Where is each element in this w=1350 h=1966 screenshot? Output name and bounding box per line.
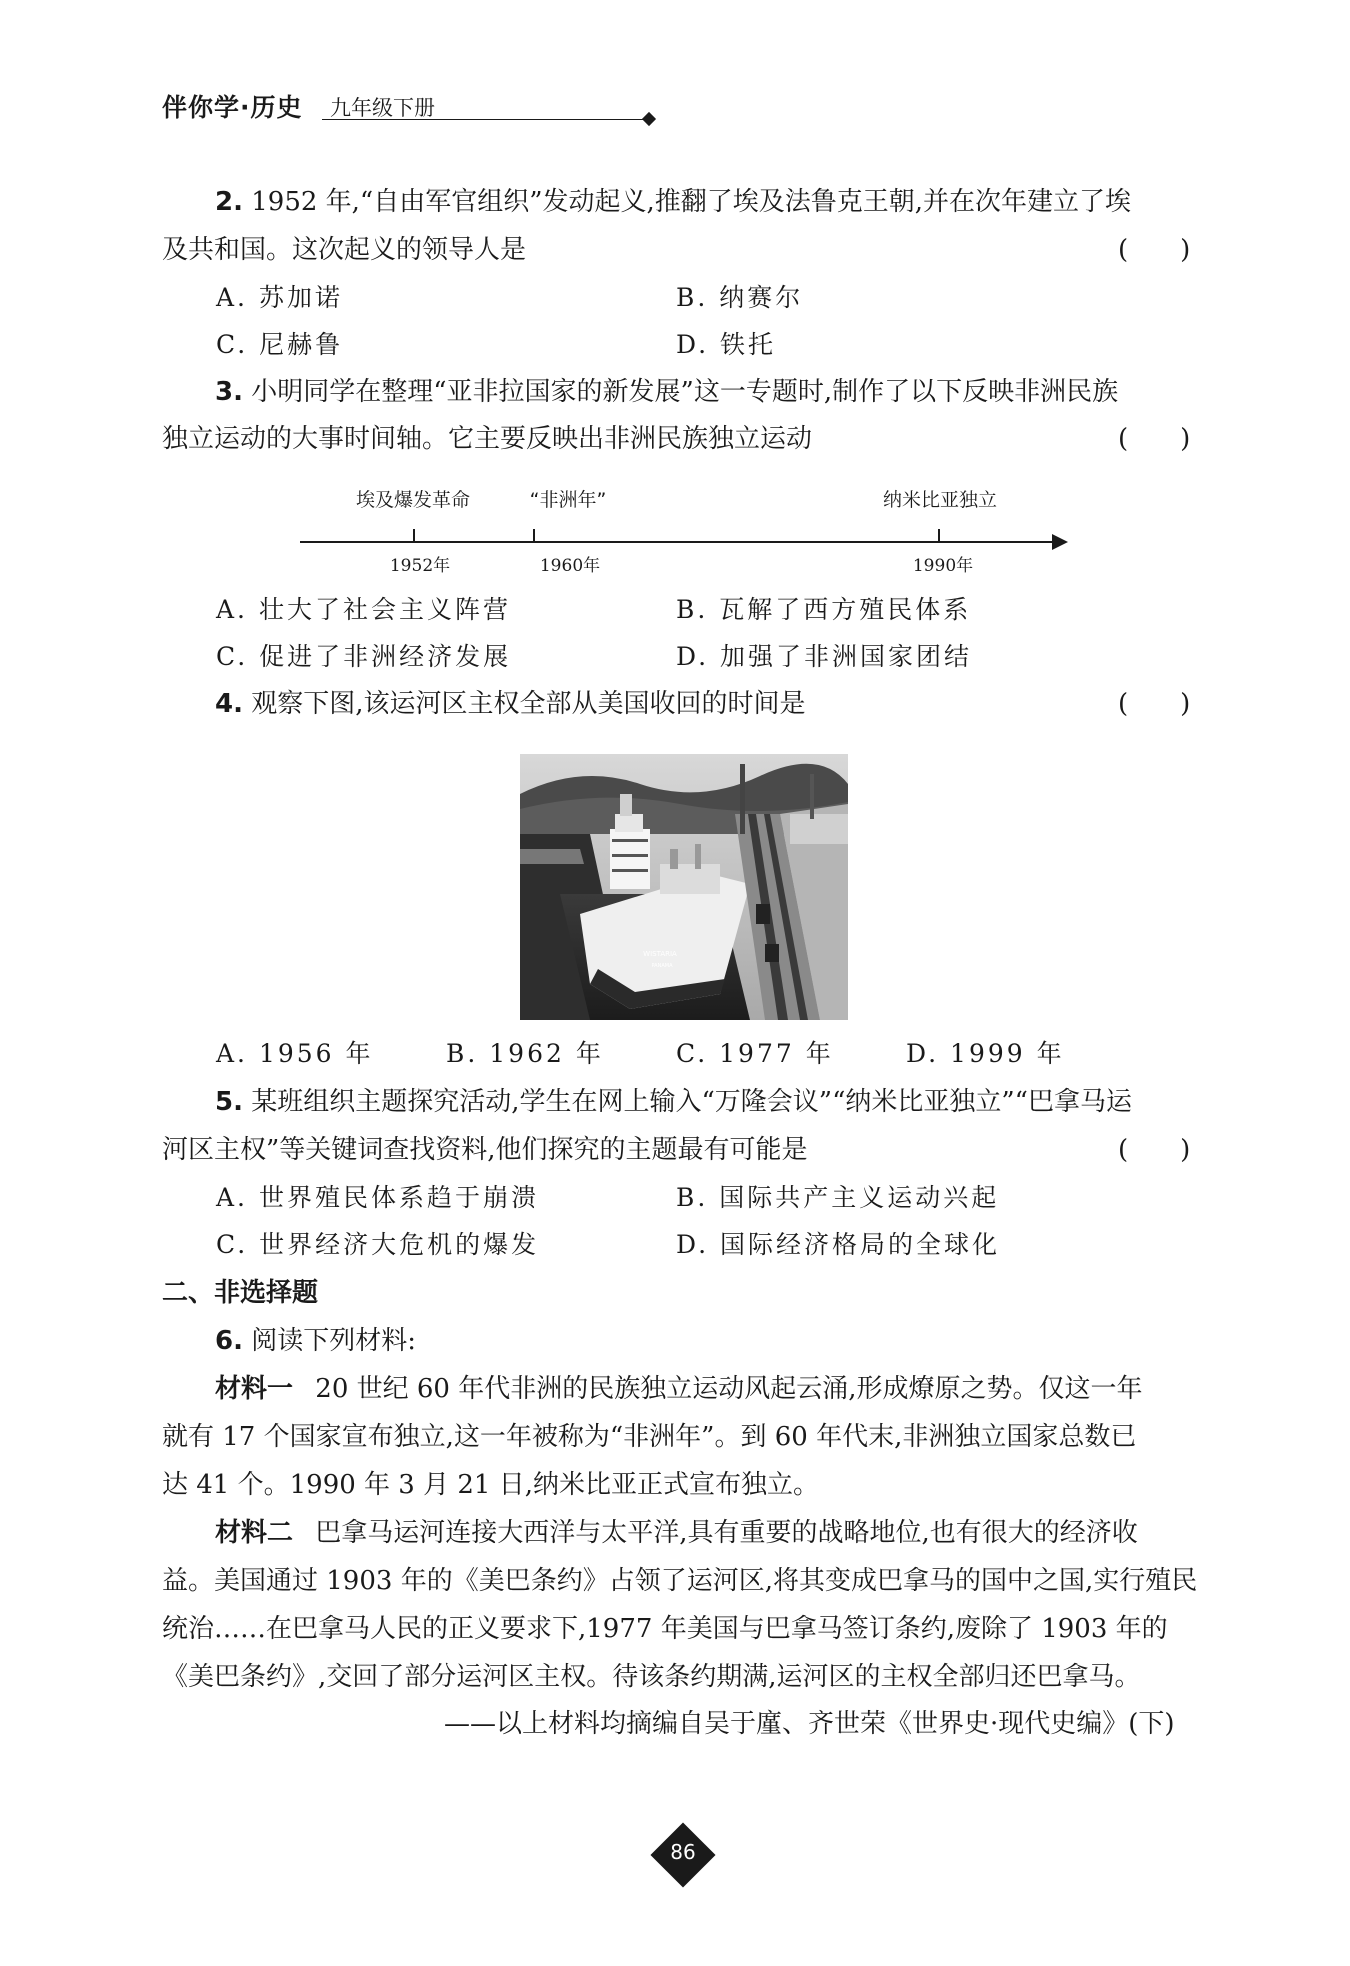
q5-option-b[interactable]: B. 国际共产主义运动兴起 [676,1183,1000,1212]
q3-number: 3. [215,377,243,407]
q2-answer-blank[interactable]: ( ) [1118,235,1191,265]
material2-text-line4: 《美巴条约》,交回了部分运河区主权。待该条约期满,运河区的主权全部归还巴拿马。 [162,1662,1141,1692]
material1-line1 [215,1371,1143,1407]
q5-option-a[interactable]: A. 世界殖民体系趋于崩溃 [216,1183,539,1212]
q5-option-d[interactable]: D. 国际经济格局的全球化 [676,1230,1001,1259]
material1-text-line3: 达 41 个。1990 年 3 月 21 日,纳米比亚正式宣布独立。 [162,1470,819,1500]
series-title: 伴你学·历史 [162,93,303,122]
timeline-axis [300,541,1055,543]
material1-label: 材料一 [215,1374,294,1404]
q2-text-line2: 及共和国。这次起义的领导人是 [162,235,527,265]
page-header [162,88,492,122]
q2-number: 2. [215,187,243,217]
page-number-badge [656,1828,710,1882]
timeline-tick-1990 [938,529,940,541]
q4-option-c[interactable]: C. 1977 年 [676,1039,834,1068]
q2-line1 [215,184,1131,220]
q6-text: 阅读下列材料: [251,1326,416,1356]
timeline-event-africa-year: “非洲年” [529,489,607,511]
q4-number: 4. [215,689,243,719]
q2-text-line1: 1952 年,“自由军官组织”发动起义,推翻了埃及法鲁克王朝,并在次年建立了埃 [251,187,1132,217]
q3-option-b[interactable]: B. 瓦解了西方殖民体系 [676,595,972,624]
timeline-tick-1960 [533,529,535,541]
material2-text-line3: 统治……在巴拿马人民的正义要求下,1977 年美国与巴拿马签订条约,废除了 1903 年的 [162,1614,1168,1644]
q3-text-line2: 独立运动的大事时间轴。它主要反映出非洲民族独立运动 [162,424,813,454]
q2-option-a[interactable]: A. 苏加诺 [216,283,343,312]
q2-option-d[interactable]: D. 铁托 [676,330,777,359]
q4-option-a[interactable]: A. 1956 年 [216,1039,374,1068]
section-non-multiple-choice-title: 二、非选择题 [162,1278,319,1308]
q5-text-line1: 某班组织主题探究活动,学生在网上输入“万隆会议”“纳米比亚独立”“巴拿马运 [251,1087,1132,1117]
q3-answer-blank[interactable]: ( ) [1118,424,1191,454]
timeline-event-egypt: 埃及爆发革命 [355,489,471,511]
timeline-event-namibia: 纳米比亚独立 [882,489,998,511]
header-rule [322,119,647,120]
q5-option-c[interactable]: C. 世界经济大危机的爆发 [216,1230,540,1259]
material2-text-line1: 巴拿马运河连接大西洋与太平洋,具有重要的战略地位,也有很大的经济收 [315,1518,1138,1548]
canal-ship-image [520,754,848,1020]
q4-text: 观察下图,该运河区主权全部从美国收回的时间是 [251,689,806,719]
q5-answer-blank[interactable]: ( ) [1118,1135,1191,1165]
q4-option-b[interactable]: B. 1962 年 [446,1039,604,1068]
q3-timeline [300,485,1070,585]
ship-port-label: PANAMA [651,963,673,969]
ship-name-label: WISTARIA [643,950,677,958]
grade-label: 九年级下册 [330,96,435,120]
q3-line1 [215,374,1118,410]
timeline-arrow-icon [1052,534,1068,550]
q3-text-line1: 小明同学在整理“亚非拉国家的新发展”这一专题时,制作了以下反映非洲民族 [251,377,1119,407]
material2-label: 材料二 [215,1518,294,1548]
q4-answer-blank[interactable]: ( ) [1118,689,1191,719]
q5-text-line2: 河区主权”等关键词查找资料,他们探究的主题最有可能是 [162,1135,808,1165]
q2-option-b[interactable]: B. 纳赛尔 [676,283,804,312]
panama-canal-photo [520,754,848,1020]
q3-option-c[interactable]: C. 促进了非洲经济发展 [216,642,512,671]
material2-line1 [215,1515,1138,1551]
material1-text-line2: 就有 17 个国家宣布独立,这一年被称为“非洲年”。到 60 年代末,非洲独立国家总数已 [162,1422,1137,1452]
q5-line1 [215,1084,1132,1120]
materials-source-citation: ——以上材料均摘编自吴于廑、齐世荣《世界史·现代史编》(下) [444,1709,1175,1739]
material2-text-line2: 益。美国通过 1903 年的《美巴条约》占领了运河区,将其变成巴拿马的国中之国,实行殖民 [162,1566,1198,1596]
timeline-year-1952: 1952年 [389,556,451,576]
q4-option-d[interactable]: D. 1999 年 [906,1039,1065,1068]
timeline-year-1990: 1990年 [912,556,974,576]
q4-line1 [215,686,806,722]
timeline-year-1960: 1960年 [539,556,601,576]
timeline-tick-1952 [413,529,415,541]
q6-number: 6. [215,1326,243,1356]
page-number: 86 [670,1840,696,1864]
header-diamond-icon [642,112,656,126]
q3-option-d[interactable]: D. 加强了非洲国家团结 [676,642,973,671]
q2-option-c[interactable]: C. 尼赫鲁 [216,330,344,359]
q3-option-a[interactable]: A. 壮大了社会主义阵营 [216,595,511,624]
q5-number: 5. [215,1087,243,1117]
material1-text-line1: 20 世纪 60 年代非洲的民族独立运动风起云涌,形成燎原之势。仅这一年 [315,1374,1143,1404]
q6-line1 [215,1323,416,1359]
